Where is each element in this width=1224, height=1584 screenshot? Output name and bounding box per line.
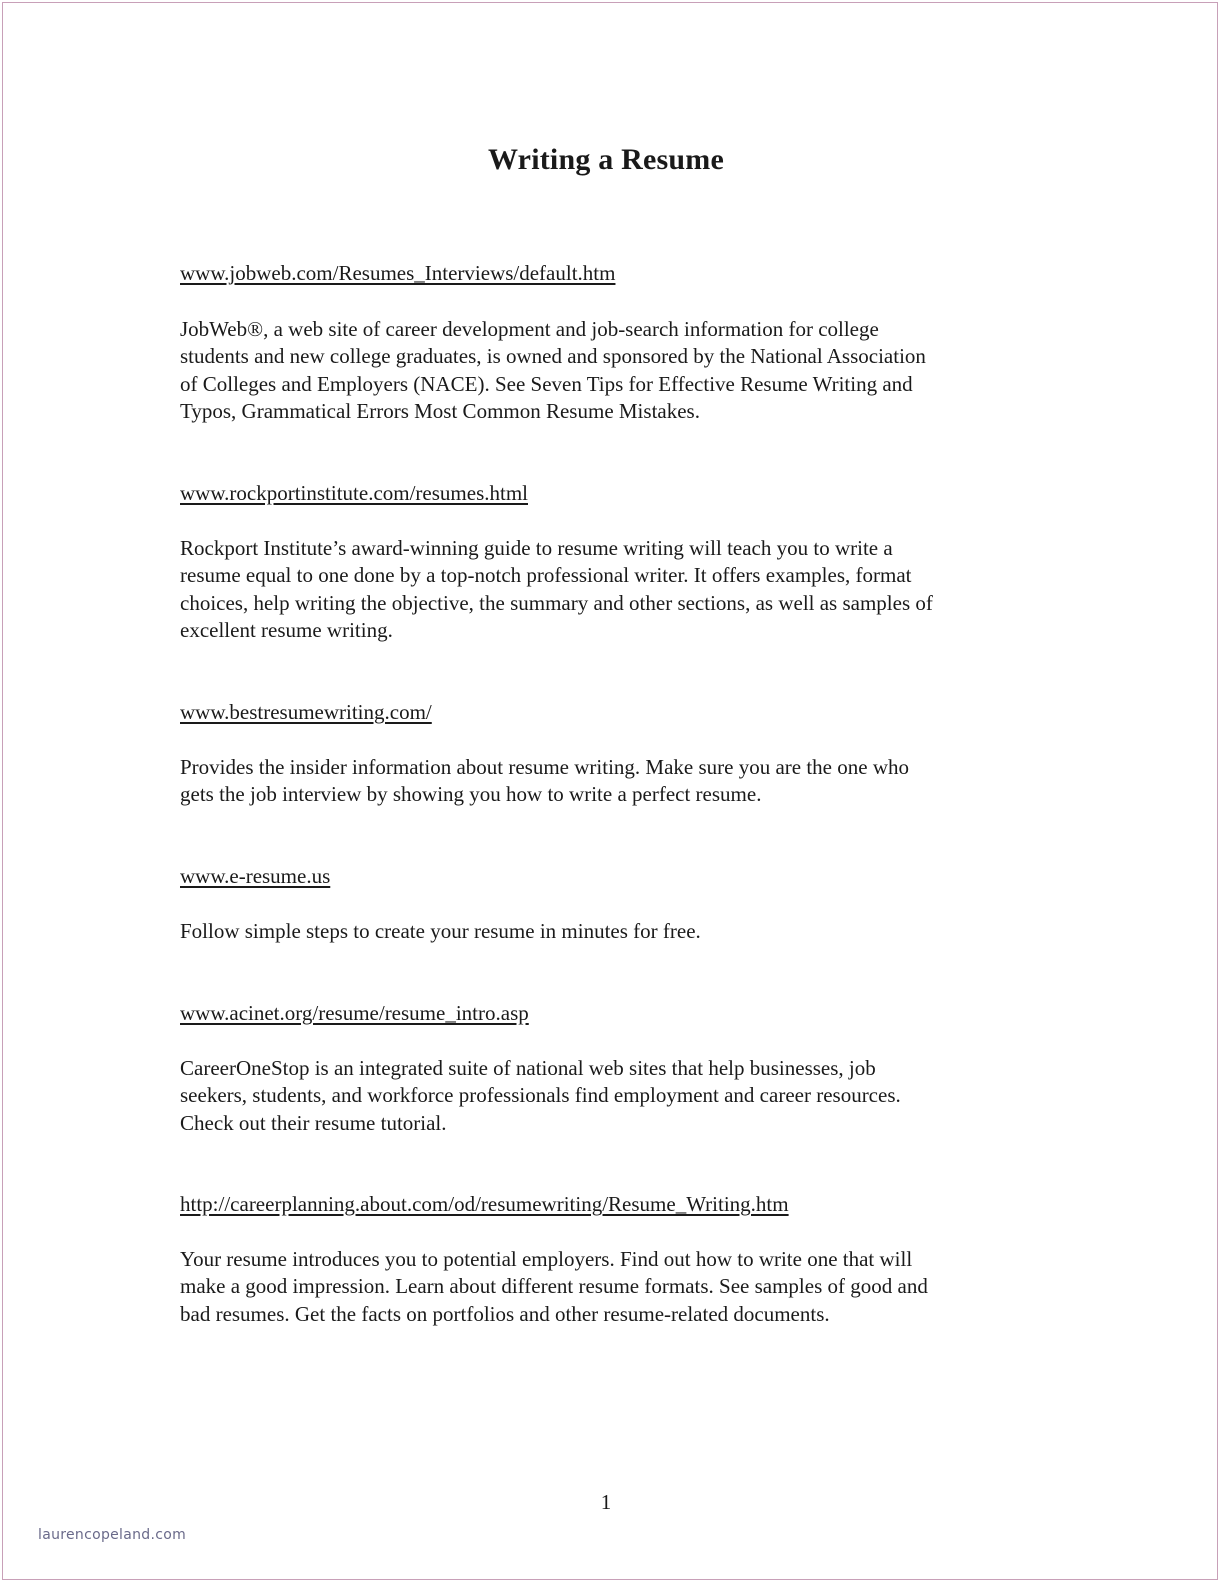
description-line: Rockport Institute’s award-winning guide to resume writing will teach you to write a: [180, 536, 893, 560]
description-line: choices, help writing the objective, the summary and other sections, as well as samples of: [180, 590, 933, 615]
resource-description-e-resume: [180, 918, 701, 945]
description-line: Typos, Grammatical Errors Most Common Resume Mistakes.: [180, 399, 700, 424]
resource-description-rockport: [180, 535, 933, 645]
description-line: Follow simple steps to create your resume in minutes for free.: [180, 919, 701, 943]
description-line: seekers, students, and workforce professionals find employment and career resources.: [180, 1083, 901, 1108]
description-line: resume equal to one done by a top-notch professional writer. It offers examples, format: [180, 563, 912, 588]
resource-link-rockport[interactable]: www.rockportinstitute.com/resumes.html: [180, 481, 528, 505]
resource-description-jobweb: [180, 316, 926, 426]
document-title: Writing a Resume: [488, 143, 724, 176]
description-line: Check out their resume tutorial.: [180, 1110, 447, 1135]
description-line: Your resume introduces you to potential employers. Find out how to write one that will: [180, 1247, 913, 1271]
resource-description-careerplanning: [180, 1246, 928, 1328]
resource-description-acinet: [180, 1055, 901, 1137]
resource-description-bestresumewriting: [180, 754, 909, 809]
description-line: excellent resume writing.: [180, 618, 393, 643]
description-line: CareerOneStop is an integrated suite of national web sites that help businesses, job: [180, 1056, 876, 1080]
resource-link-careerplanning[interactable]: http://careerplanning.about.com/od/resumewriting/Resume_Writing.htm: [180, 1192, 789, 1216]
description-line: bad resumes. Get the facts on portfolios and other resume-related documents.: [180, 1301, 830, 1326]
resource-link-acinet[interactable]: www.acinet.org/resume/resume_intro.asp: [180, 1001, 529, 1025]
description-line: students and new college graduates, is owned and sponsored by the National Association: [180, 344, 926, 369]
resource-link-bestresumewriting[interactable]: www.bestresumewriting.com/: [180, 700, 432, 724]
description-line: Provides the insider information about resume writing. Make sure you are the one who: [180, 755, 909, 779]
description-line: JobWeb®, a web site of career development and job-search information for college: [180, 317, 879, 341]
resource-link-e-resume[interactable]: www.e-resume.us: [180, 864, 331, 888]
watermark-logo: laurencopeland.com: [38, 1527, 187, 1543]
page-number: 1: [600, 1490, 612, 1514]
description-line: gets the job interview by showing you how to write a perfect resume.: [180, 782, 762, 807]
resource-link-jobweb[interactable]: www.jobweb.com/Resumes_Interviews/default.htm: [180, 261, 616, 285]
description-line: make a good impression. Learn about different resume formats. See samples of good and: [180, 1274, 928, 1299]
description-line: of Colleges and Employers (NACE). See Seven Tips for Effective Resume Writing and: [180, 371, 913, 396]
